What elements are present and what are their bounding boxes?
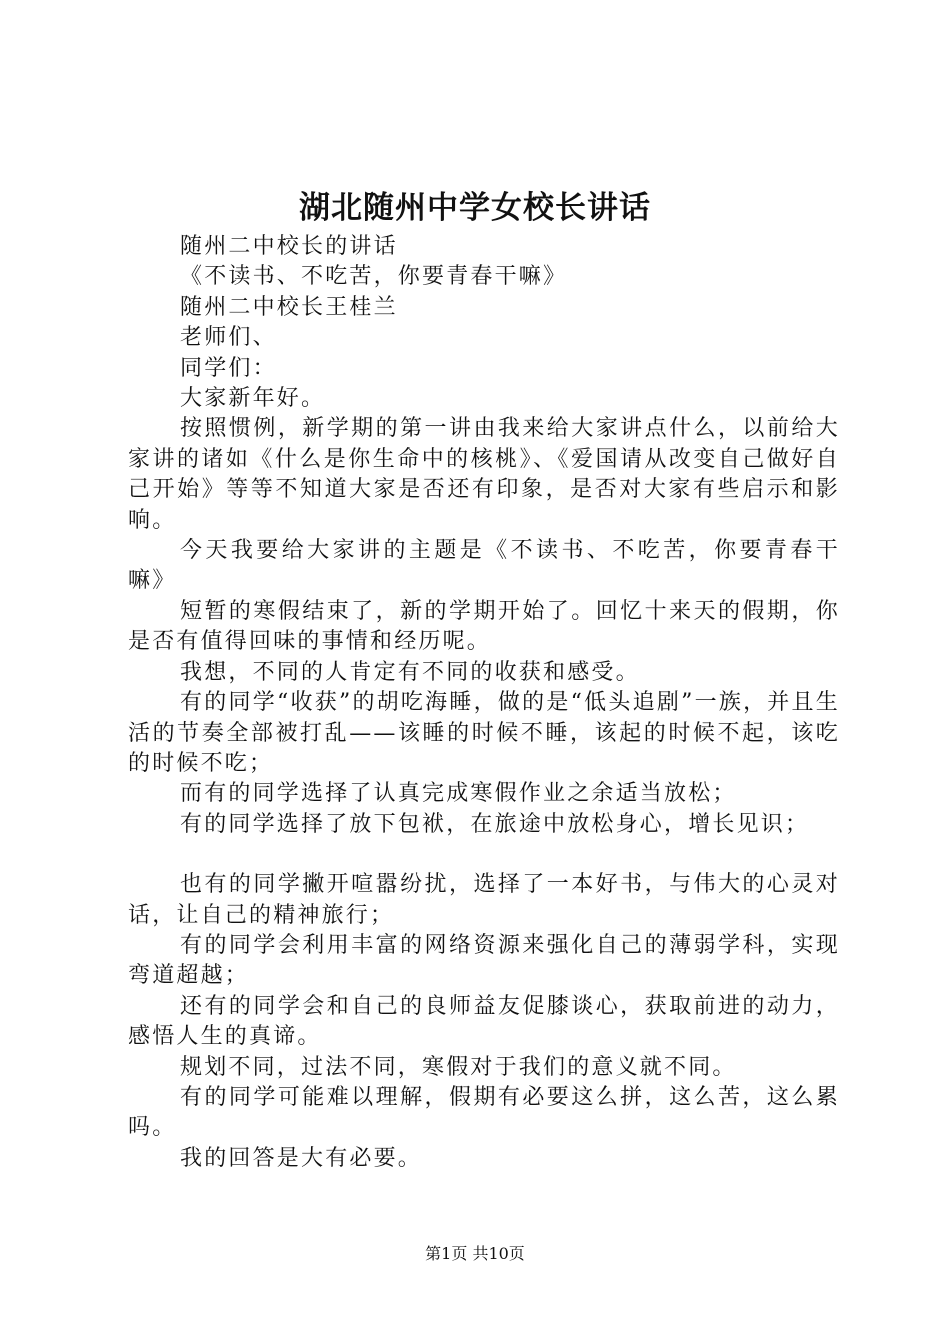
paragraph: 有的同学选择了放下包袱，在旅途中放松身心，增长见识； [180,811,810,837]
document-title: 湖北随州中学女校长讲话 [299,190,651,226]
paragraph: 今天我要给大家讲的主题是《不读书、不吃苦，你要青春干嘛》 [128,538,840,594]
paragraph: 我想，不同的人肯定有不同的收获和感受。 [180,659,640,685]
paragraph: 短暂的寒假结束了，新的学期开始了。回忆十来天的假期，你是否有值得回味的事情和经历呢。 [128,598,840,655]
paragraph: 有的同学会利用丰富的网络资源来强化自己的薄弱学科，实现弯道超越； [128,932,840,989]
paragraph: 有的同学“收获”的胡吃海睡，做的是“低头追剧”一族，并且生活的节奏全部被打乱——该睡的时候不睡，该起的时候不起，该吃的时候不吃； [128,690,840,776]
page-number-footer: 第1页 共10页 [425,1244,525,1263]
paragraph: 规划不同，过法不同，寒假对于我们的意义就不同。 [180,1054,737,1080]
paragraph: 有的同学可能难以理解，假期有必要这么拼，这么苦，这么累吗。 [128,1084,840,1141]
paragraph: 老师们、 [180,325,277,351]
document-body [128,232,840,1174]
paragraph: 大家新年好。 [180,386,326,412]
paragraph: 随州二中校长的讲话 [180,234,398,259]
paragraph: 《不读书、不吃苦，你要青春干嘛》 [180,264,568,290]
paragraph: 我的回答是大有必要。 [180,1145,423,1171]
paragraph: 随州二中校长王桂兰 [180,294,398,320]
paragraph: 而有的同学选择了认真完成寒假作业之余适当放松； [180,781,737,807]
paragraph: 还有的同学会和自己的良师益友促膝谈心，获取前进的动力，感悟人生的真谛。 [128,993,840,1050]
paragraph: 也有的同学撇开喧嚣纷扰，选择了一本好书，与伟大的心灵对话，让自己的精神旅行； [128,872,840,928]
paragraph: 同学们： [180,355,277,381]
paragraph: 按照惯例，新学期的第一讲由我来给大家讲点什么，以前给大家讲的诸如《什么是你生命中的核桃》、《爱国请从改变自己做好自己开始》等等不知道大家是否还有印象，是否对大家有些启示和影响。 [128,416,840,533]
